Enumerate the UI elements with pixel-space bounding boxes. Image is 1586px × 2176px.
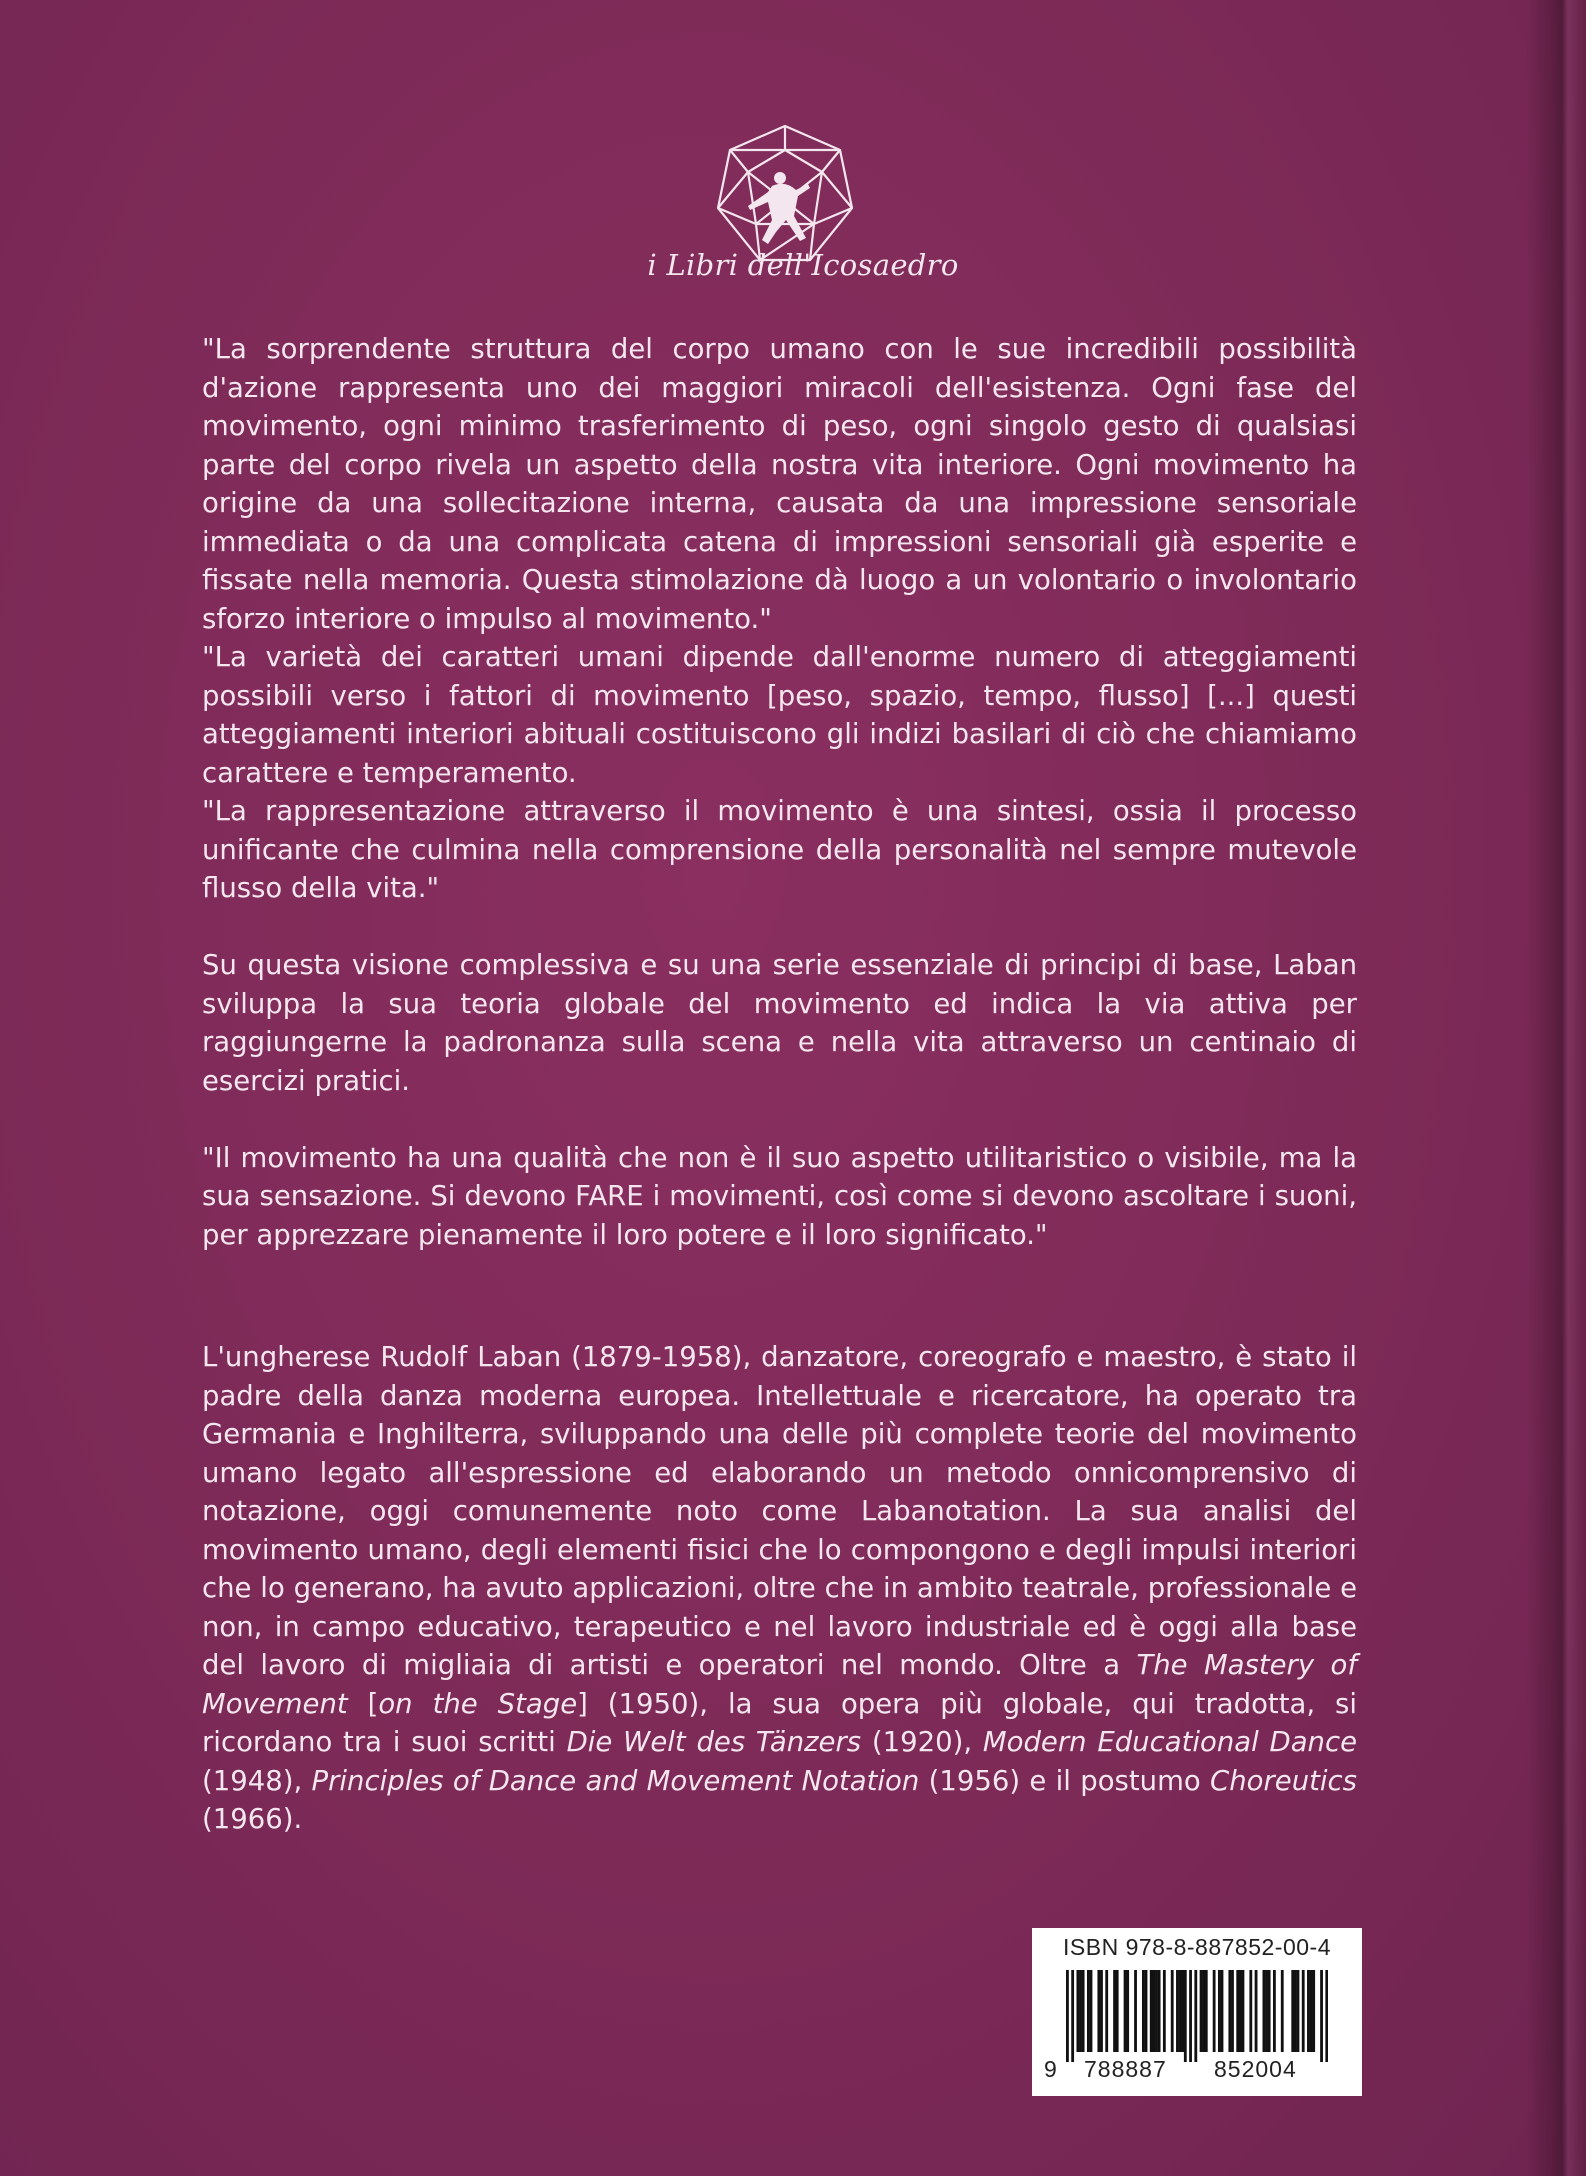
barcode-digits-left: 788887 (1084, 2056, 1167, 2082)
barcode-bar (1205, 1970, 1208, 2052)
barcode-bar (1184, 1970, 1187, 2062)
barcode-bars (1066, 1970, 1328, 2062)
barcode-bar (1116, 1970, 1119, 2052)
barcode-bar (1134, 1970, 1137, 2052)
barcode-bar (1194, 1970, 1197, 2062)
barcode-bar (1090, 1970, 1093, 2052)
book-title: Choreutics (1210, 1764, 1357, 1797)
barcode-bar (1231, 1970, 1234, 2052)
isbn-label: ISBN 978-8-887852-00-4 (1063, 1934, 1331, 1960)
barcode-bar (1297, 1970, 1300, 2052)
barcode-bar (1242, 1970, 1245, 2052)
bio-text: (1966). (202, 1803, 303, 1835)
barcode-bar (1263, 1970, 1266, 2052)
barcode-bar (1312, 1970, 1315, 2052)
barcode-bar (1265, 1970, 1268, 2052)
barcode-bar (1213, 1970, 1216, 2052)
book-title: The Mastery of Movement (202, 1649, 1357, 1720)
barcode-bar (1152, 1970, 1155, 2052)
book-subtitle: on the Stage (378, 1687, 578, 1720)
isbn-barcode (1032, 1928, 1362, 2096)
barcode-bar (1239, 1970, 1242, 2052)
barcode-bar (1228, 1970, 1231, 2052)
barcode-bar (1155, 1970, 1158, 2052)
barcode-bar (1302, 1970, 1305, 2052)
barcode-bar (1124, 1970, 1127, 2052)
quote-paragraph: "La varietà dei caratteri umani dipende dall'enorme numero di atteggiamenti possibili verso i fattori di movimento [peso, spazio, tempo, flusso] [...] questi atteggiamenti interiori abituali costituiscono gli indizi basilari di ciò che chiamiamo carattere e temperamento. (202, 641, 1357, 789)
barcode-bar (1236, 1970, 1239, 2052)
book-title: Modern Educational Dance (982, 1726, 1358, 1758)
barcode-bar (1176, 1970, 1179, 2052)
barcode-bar (1113, 1970, 1116, 2052)
author-bio (202, 1338, 1357, 1839)
barcode-bar (1202, 1970, 1205, 2052)
barcode-digits-right: 852004 (1214, 2056, 1297, 2082)
barcode-bar (1087, 1970, 1090, 2052)
bio-text: (1920), (861, 1726, 983, 1758)
barcode-bar (1163, 1970, 1166, 2052)
barcode-bar (1255, 1970, 1258, 2052)
barcode-bar (1179, 1970, 1182, 2052)
bio-text: (1956) e il postumo (919, 1764, 1211, 1797)
barcode-bar (1273, 1970, 1276, 2052)
barcode-bar (1181, 1970, 1184, 2052)
book-title: Principles of Dance and Movement Notation (311, 1764, 920, 1797)
barcode-bar (1097, 1970, 1100, 2052)
barcode-bar (1105, 1970, 1108, 2052)
barcode-bar (1145, 1970, 1148, 2052)
barcode-bar (1189, 1970, 1192, 2062)
barcode-bar (1307, 1970, 1310, 2052)
barcode-bar (1325, 1970, 1328, 2062)
barcode-bar (1158, 1970, 1161, 2052)
barcode-bar (1071, 1970, 1074, 2062)
barcode-bar (1218, 1970, 1221, 2052)
barcode-bar (1126, 1970, 1129, 2052)
barcode-bar (1291, 1970, 1294, 2052)
book-title: Die Welt des Tänzers (566, 1726, 862, 1758)
barcode-bar (1142, 1970, 1145, 2052)
spine-edge (1526, 0, 1586, 2176)
barcode-bar (1079, 1970, 1082, 2052)
bio-lead: L'ungherese Rudolf Laban (1879-1958), danzatore, coreografo e maestro, è stato il padre della danza moderna europea. Intellettuale e ricercatore, ha operato tra Germania e Inghilterra, sviluppando una delle più complete teorie del movimento umano legato all'espressione ed elaborando un metodo onnicomprensivo di notazione, oggi comunemente noto come Labanotation. La sua analisi del movimento umano, degli elementi fisici che lo compongono e degli impulsi interiori che lo generano, ha avuto applicazioni, oltre che in ambito teatrale, professionale e non, in campo educativo, terapeutico e nel lavoro industriale ed è oggi alla base del lavoro di migliaia di artisti e operatori nel mondo. Oltre a (202, 1341, 1357, 1681)
barcode-bar (1249, 1970, 1252, 2052)
barcode-bar (1310, 1970, 1313, 2052)
barcode-bar (1100, 1970, 1103, 2052)
quote-paragraph: "La rappresentazione attraverso il movimento è una sintesi, ossia il processo unificante che culmina nella comprensione della personalità nel sempre mutevole flusso della vita." (202, 795, 1357, 904)
bio-text: (1948), (202, 1764, 312, 1797)
barcode-bar (1221, 1970, 1224, 2052)
barcode-bar (1066, 1970, 1069, 2062)
closing-quote-paragraph: "Il movimento ha una qualità che non è il suo aspetto utilitaristico o visibile, ma la sua sensazione. Si devono FARE i movimenti, così come si devono ascoltare i suoni, per apprezzare pienamente il loro potere e il loro significato." (202, 1141, 1357, 1251)
quote-paragraph: "La sorprendente struttura del corpo umano con le sue incredibili possibilità d'azione rappresenta uno dei maggiori miracoli dell'esistenza. Ogni fase del movimento, ogni minimo trasferimento di peso, ogni singolo gesto di qualsiasi parte del corpo rivela un aspetto della nostra vita interiore. Ogni movimento ha origine da una sollecitazione interna, causata da una impressione sensoriale immediata o da una complicata catena di impressioni sensoriali già esperite e fissate nella memoria. Questa stimolazione dà luogo a un volontario o involontario sforzo interiore o impulso al movimento." (202, 333, 1357, 635)
summary-paragraph: Su questa visione complessiva e su una serie essenziale di principi di base, Laban sviluppa la sua teoria globale del movimento ed indica la via attiva per raggiungerne la padronanza sulla scena e nella vita attraverso un centinaio di esercizi pratici. (202, 949, 1357, 1097)
description-text (202, 330, 1357, 1254)
barcode-bar (1082, 1970, 1085, 2052)
barcode-bar (1076, 1970, 1079, 2052)
bio-text: [ (347, 1687, 379, 1720)
barcode-bar (1281, 1970, 1284, 2052)
barcode-bar (1320, 1970, 1323, 2062)
barcode-digit-first: 9 (1044, 2056, 1058, 2082)
barcode-bar (1200, 1970, 1203, 2052)
barcode-bar (1268, 1970, 1271, 2052)
bio-paragraph (202, 1338, 1357, 1839)
barcode-bar (1294, 1970, 1297, 2052)
barcode-bar (1171, 1970, 1174, 2052)
barcode-bar (1150, 1970, 1153, 2052)
bio-text: ] (1950), la sua opera più globale, qui tradotta, si ricordano tra i suoi scritti (202, 1687, 1357, 1758)
publisher-imprint: i Libri dell'Icosaedro (647, 248, 959, 282)
